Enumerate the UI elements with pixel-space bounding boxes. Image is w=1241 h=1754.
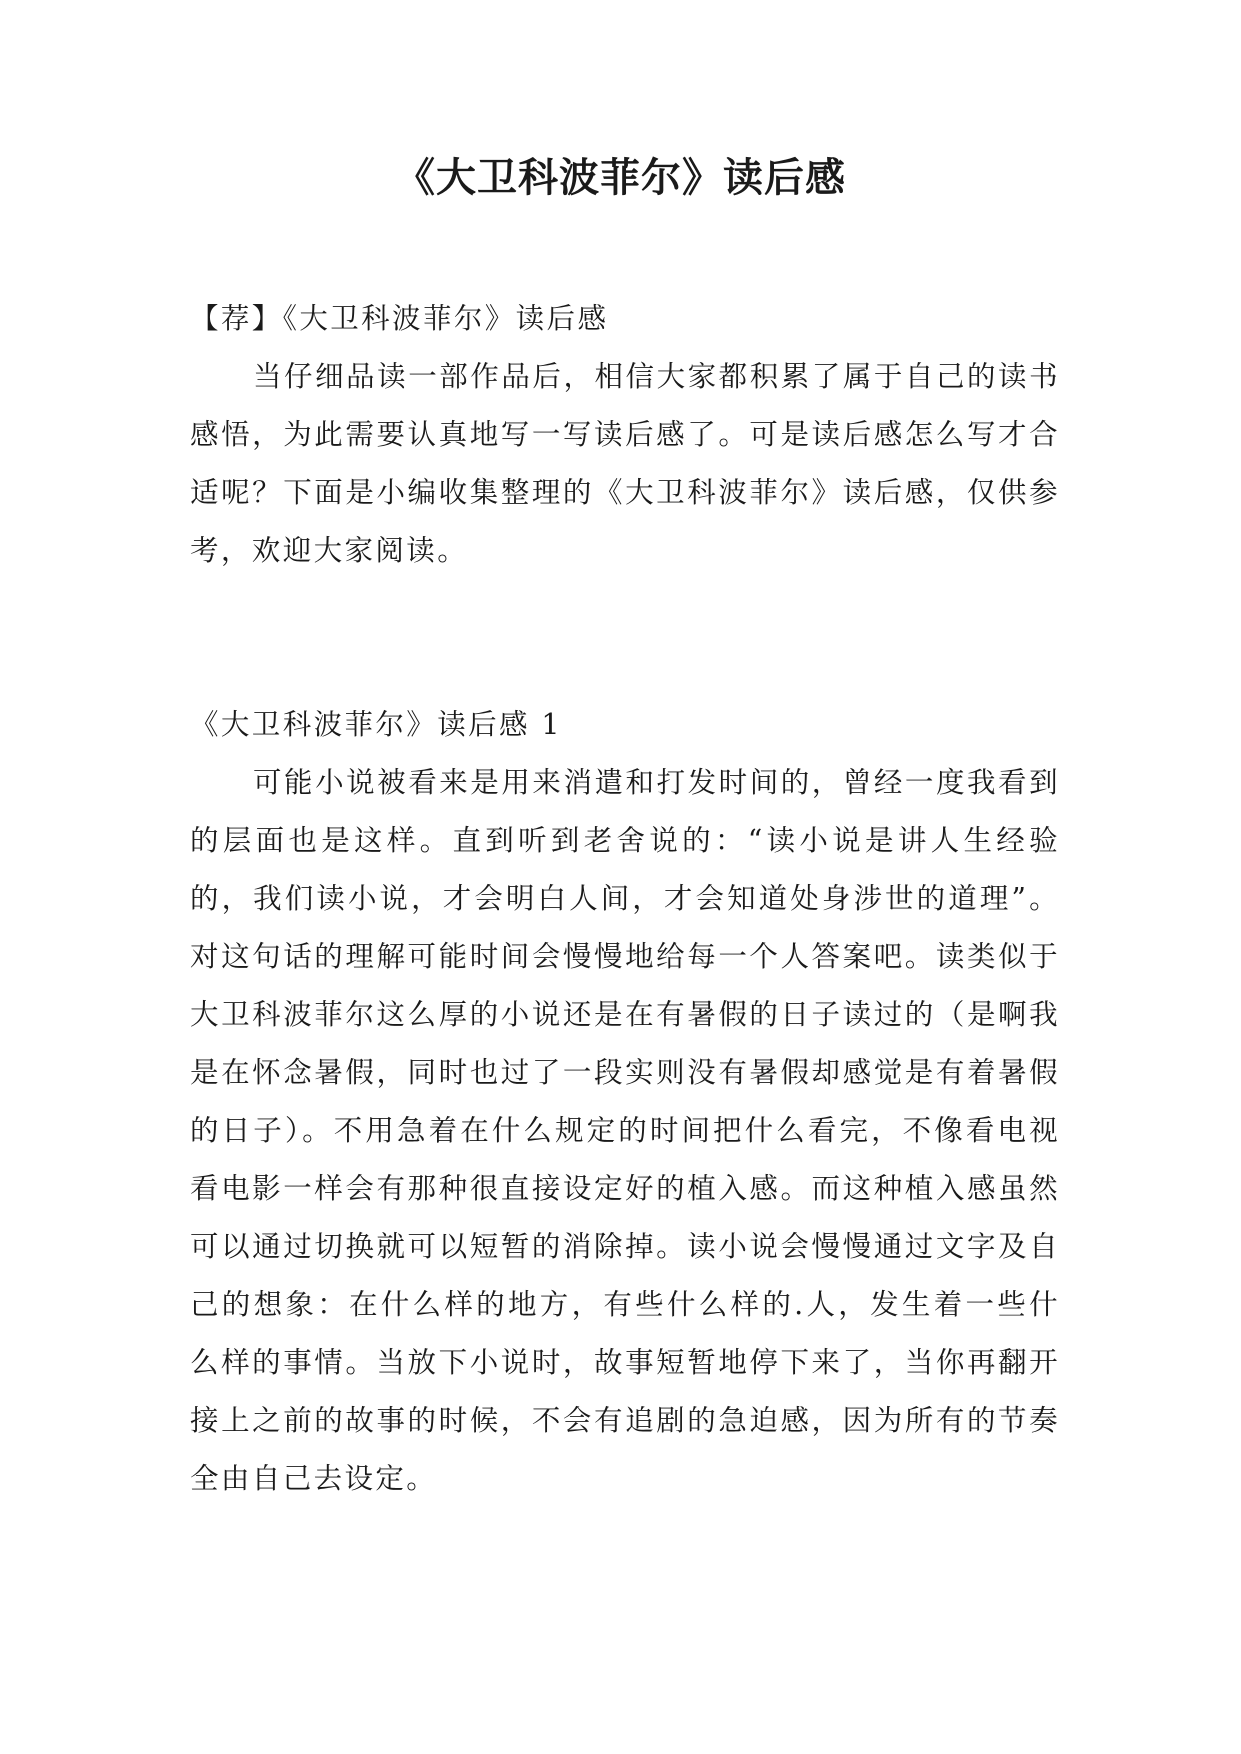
intro-paragraph: 当仔细品读一部作品后，相信大家都积累了属于自己的读书感悟，为此需要认真地写一写读后感了。可是读后感怎么写才合适呢？下面是小编收集整理的《大卫科波菲尔》读后感，仅供参考，欢迎大家阅读。 xyxy=(190,360,1060,567)
document-title: 《大卫科波菲尔》读后感 xyxy=(395,155,846,201)
section1-heading: 《大卫科波菲尔》读后感 1 xyxy=(190,708,562,741)
section-spacer xyxy=(190,580,1060,696)
document-body xyxy=(190,290,1060,1508)
intro-heading: 【荐】《大卫科波菲尔》读后感 xyxy=(190,302,609,335)
section1-paragraph: 可能小说被看来是用来消遣和打发时间的，曾经一度我看到的层面也是这样。直到听到老舍说的：“读小说是讲人生经验的，我们读小说，才会明白人间，才会知道处身涉世的道理”。对这句话的理解可能时间会慢慢地给每一个人答案吧。读类似于大卫科波菲尔这么厚的小说还是在有暑假的日子读过的（是啊我是在怀念暑假，同时也过了一段实则没有暑假却感觉是有着暑假的日子）。不用急着在什么规定的时间把什么看完，不像看电视看电影一样会有那种很直接设定好的植入感。而这种植入感虽然可以通过切换就可以短暂的消除掉。读小说会慢慢通过文字及自己的想象：在什么样的地方，有些什么样的.人，发生着一些什么样的事情。当放下小说时，故事短暂地停下来了，当你再翻开接上之前的故事的时候，不会有追剧的急迫感，因为所有的节奏全由自己去设定。 xyxy=(190,766,1060,1495)
